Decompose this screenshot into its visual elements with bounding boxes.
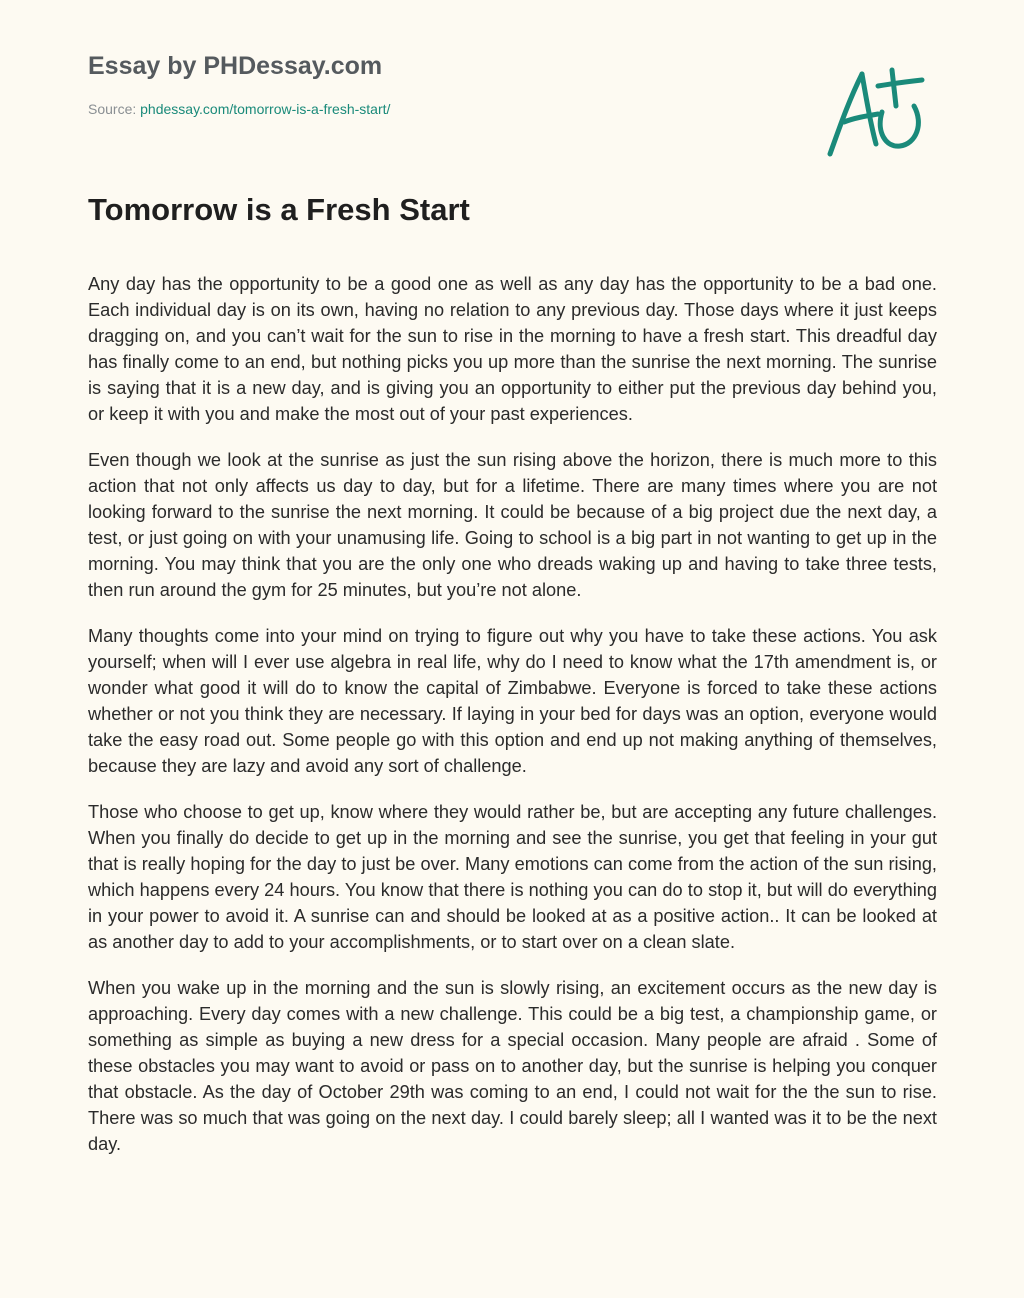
page-header — [88, 50, 788, 118]
essay-body — [88, 271, 937, 1249]
essay-title: Tomorrow is a Fresh Start — [88, 192, 470, 227]
a-plus-grade-icon — [820, 62, 930, 162]
essay-paragraph-2: Even though we look at the sunrise as just the sun rising above the horizon, there is much more to this action that not only affects us day to day, but for a lifetime. There are many times where you are not looking forward to the sunrise the next morning. It could be because of a big project due the next day, a test, or just going on with your unamusing life. Going to school is a big part in not wanting to get up in the morning. You may think that you are the only one who dreads waking up and having to take three tests, then run around the gym for 25 minutes, but you’re not alone. — [88, 450, 937, 600]
essay-paragraph-1: Any day has the opportunity to be a good one as well as any day has the opportunity to be a bad one. Each individual day is on its own, having no relation to any previous day. Those days where it just keeps dragging on, and you can’t wait for the sun to rise in the morning to have a fresh start. This dreadful day has finally come to an end, but nothing picks you up more than the sunrise the next morning. The sunrise is saying that it is a new day, and is giving you an opportunity to either put the previous day behind you, or keep it with you and make the most out of your past experiences. — [88, 274, 937, 424]
text-fade-overlay — [88, 1233, 937, 1249]
source-line — [88, 100, 788, 118]
essay-paragraph-4: Those who choose to get up, know where they would rather be, but are accepting any future challenges. When you finally do decide to get up in the morning and see the sunrise, you get that feeling in your gut that is really hoping for the day to just be over. Many emotions can come from the action of the sun rising, which happens every 24 hours. You know that there is nothing you can do to stop it, but will do everything in your power to avoid it. A sunrise can and should be looked at as a positive action.. It can be looked at as another day to add to your accomplishments, or to start over on a clean slate. — [88, 802, 937, 952]
essay-paragraph-3: Many thoughts come into your mind on trying to figure out why you have to take these actions. You ask yourself; when will I ever use algebra in real life, why do I need to know what the 17th amendment is, or wonder what good it will do to know the capital of Zimbabwe. Everyone is forced to take these actions whether or not you think they are necessary. If laying in your bed for days was an option, everyone would take the easy road out. Some people go with this option and end up not making anything of themselves, because they are lazy and avoid any sort of challenge. — [88, 626, 937, 776]
source-link[interactable]: phdessay.com/tomorrow-is-a-fresh-start/ — [140, 101, 391, 117]
site-title: Essay by PHDessay.com — [88, 52, 383, 80]
source-label: Source: — [88, 101, 141, 117]
essay-paragraph-5: When you wake up in the morning and the sun is slowly rising, an excitement occurs as the new day is approaching. Every day comes with a new challenge. This could be a big test, a championship game, or something as simple as buying a new dress for a special occasion. Many people are afraid . Some of these obstacles you may want to avoid or pass on to another day, but the sunrise is helping you conquer that obstacle. As the day of October 29th was coming to an end, I could not wait for the the sun to rise. There was so much that was going on the next day. I could barely sleep; all I wanted was it to be the next day. — [88, 978, 937, 1154]
